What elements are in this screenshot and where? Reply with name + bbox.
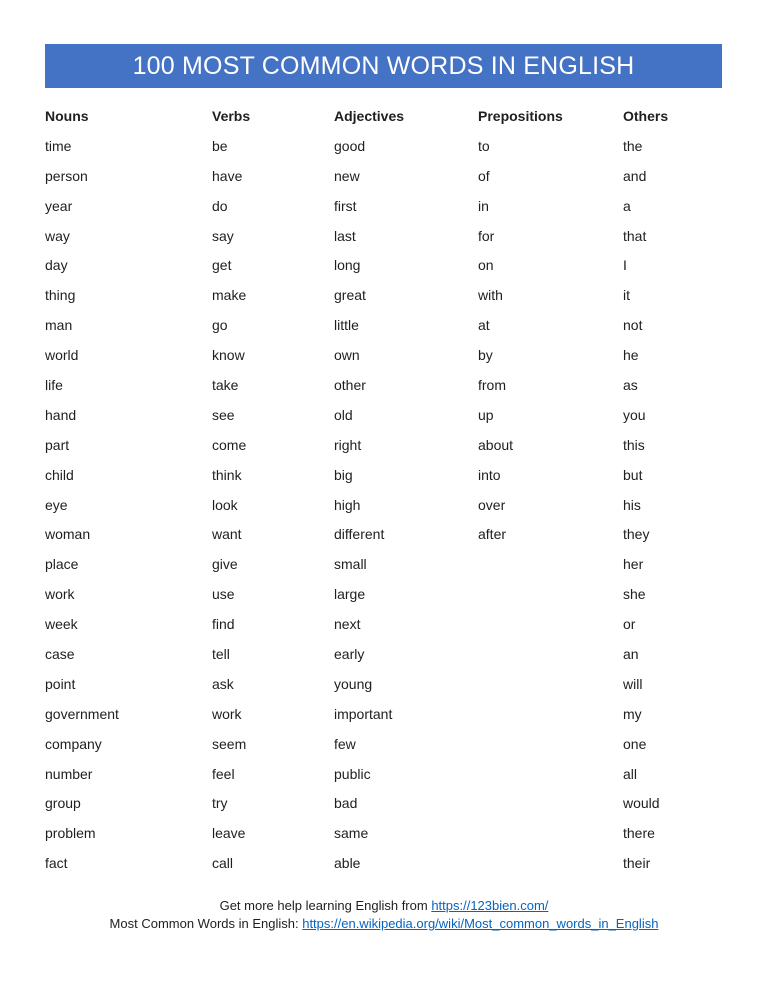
verb-cell: get <box>212 257 232 274</box>
noun-cell: thing <box>45 287 76 304</box>
other-cell: the <box>623 137 643 154</box>
other-cell: as <box>623 376 638 393</box>
column-header-adjectives: Adjectives <box>334 107 405 124</box>
adjective-cell: last <box>334 227 356 244</box>
table-row <box>45 848 722 878</box>
noun-cell: time <box>45 137 72 154</box>
noun-cell: day <box>45 257 68 274</box>
adjective-cell: young <box>334 675 373 692</box>
other-cell: all <box>623 765 638 782</box>
other-cell: an <box>623 645 639 662</box>
adjective-cell: old <box>334 406 353 423</box>
preposition-cell: into <box>478 466 501 483</box>
verb-cell: go <box>212 317 228 334</box>
noun-cell: case <box>45 645 75 662</box>
noun-cell: fact <box>45 855 68 872</box>
preposition-cell: after <box>478 526 507 543</box>
other-cell: would <box>623 795 660 812</box>
noun-cell: life <box>45 376 63 393</box>
table-row <box>45 579 722 609</box>
verb-cell: say <box>212 227 234 244</box>
verb-cell: look <box>212 496 238 513</box>
verb-cell: call <box>212 855 234 872</box>
table-row <box>45 430 722 460</box>
preposition-cell: of <box>478 167 490 184</box>
column-header-nouns: Nouns <box>45 107 89 124</box>
verb-cell: want <box>212 526 242 543</box>
preposition-cell <box>478 549 623 579</box>
noun-cell: part <box>45 436 70 453</box>
preposition-cell: at <box>478 317 490 334</box>
noun-cell: year <box>45 197 73 214</box>
preposition-cell: from <box>478 376 506 393</box>
table-row <box>45 729 722 759</box>
preposition-cell <box>478 669 623 699</box>
adjective-cell: able <box>334 855 361 872</box>
other-cell: she <box>623 586 646 603</box>
footer-123bien-link[interactable]: https://123bien.com/ <box>431 898 549 913</box>
verb-cell: give <box>212 556 238 573</box>
preposition-cell: on <box>478 257 494 274</box>
table-row <box>45 639 722 669</box>
noun-cell: woman <box>45 526 91 543</box>
table-row <box>45 250 722 280</box>
adjective-cell: little <box>334 317 359 334</box>
adjective-cell: big <box>334 466 353 483</box>
verb-cell: think <box>212 466 242 483</box>
table-row <box>45 699 722 729</box>
verb-cell: work <box>212 705 242 722</box>
table-body <box>45 131 722 878</box>
table-row <box>45 280 722 310</box>
other-cell: that <box>623 227 647 244</box>
noun-cell: week <box>45 616 78 633</box>
footer-wikipedia-link[interactable]: https://en.wikipedia.org/wiki/Most_common_words_in_English <box>302 916 659 931</box>
noun-cell: point <box>45 675 76 692</box>
other-cell: a <box>623 197 631 214</box>
other-cell: my <box>623 705 642 722</box>
noun-cell: problem <box>45 825 96 842</box>
noun-cell: way <box>45 227 70 244</box>
preposition-cell: over <box>478 496 506 513</box>
noun-cell: child <box>45 466 74 483</box>
adjective-cell: large <box>334 586 366 603</box>
table-row <box>45 400 722 430</box>
other-cell: his <box>623 496 641 513</box>
table-row <box>45 788 722 818</box>
other-cell: one <box>623 735 647 752</box>
noun-cell: eye <box>45 496 68 513</box>
table-row <box>45 221 722 251</box>
preposition-cell: by <box>478 347 493 364</box>
preposition-cell <box>478 639 623 669</box>
verb-cell: ask <box>212 675 234 692</box>
other-cell: or <box>623 616 636 633</box>
verb-cell: be <box>212 137 228 154</box>
other-cell: he <box>623 347 639 364</box>
preposition-cell <box>478 818 623 848</box>
page-title: 100 MOST COMMON WORDS IN ENGLISH <box>45 44 722 88</box>
preposition-cell <box>478 848 623 878</box>
verb-cell: tell <box>212 645 230 662</box>
footer-help-text: Get more help learning English from <box>219 898 432 913</box>
column-header-others: Others <box>623 107 669 124</box>
table-row <box>45 609 722 639</box>
other-cell: her <box>623 556 644 573</box>
adjective-cell: different <box>334 526 385 543</box>
preposition-cell: up <box>478 406 494 423</box>
table-row <box>45 161 722 191</box>
adjective-cell: same <box>334 825 369 842</box>
preposition-cell: in <box>478 197 489 214</box>
adjective-cell: other <box>334 376 366 393</box>
other-cell: and <box>623 167 647 184</box>
other-cell: it <box>623 287 630 304</box>
noun-cell: number <box>45 765 93 782</box>
other-cell: not <box>623 317 643 334</box>
preposition-cell: about <box>478 436 514 453</box>
other-cell: they <box>623 526 650 543</box>
verb-cell: come <box>212 436 247 453</box>
preposition-cell <box>478 759 623 789</box>
table-row <box>45 191 722 221</box>
table-row <box>45 370 722 400</box>
adjective-cell: right <box>334 436 362 453</box>
adjective-cell: good <box>334 137 366 154</box>
noun-cell: group <box>45 795 81 812</box>
adjective-cell: high <box>334 496 361 513</box>
adjective-cell: bad <box>334 795 358 812</box>
word-table <box>45 101 722 878</box>
noun-cell: person <box>45 167 88 184</box>
verb-cell: use <box>212 586 235 603</box>
verb-cell: know <box>212 347 245 364</box>
adjective-cell: new <box>334 167 360 184</box>
preposition-cell <box>478 729 623 759</box>
verb-cell: seem <box>212 735 247 752</box>
noun-cell: government <box>45 705 119 722</box>
verb-cell: try <box>212 795 228 812</box>
verb-cell: see <box>212 406 235 423</box>
table-row <box>45 519 722 549</box>
verb-cell: take <box>212 376 239 393</box>
adjective-cell: first <box>334 197 357 214</box>
other-cell: there <box>623 825 655 842</box>
table-row <box>45 669 722 699</box>
adjective-cell: next <box>334 616 361 633</box>
table-row <box>45 310 722 340</box>
preposition-cell <box>478 579 623 609</box>
preposition-cell <box>478 699 623 729</box>
noun-cell: place <box>45 556 79 573</box>
adjective-cell: own <box>334 347 360 364</box>
table-row <box>45 340 722 370</box>
adjective-cell: long <box>334 257 361 274</box>
footer-line-2 <box>0 916 768 931</box>
verb-cell: make <box>212 287 247 304</box>
preposition-cell <box>478 609 623 639</box>
verb-cell: find <box>212 616 235 633</box>
other-cell: will <box>623 675 643 692</box>
noun-cell: company <box>45 735 102 752</box>
other-cell: you <box>623 406 646 423</box>
preposition-cell: to <box>478 137 490 154</box>
footer-wiki-text: Most Common Words in English: <box>109 916 303 931</box>
other-cell: this <box>623 436 645 453</box>
table-row <box>45 490 722 520</box>
verb-cell: have <box>212 167 243 184</box>
noun-cell: world <box>45 347 79 364</box>
other-cell: but <box>623 466 643 483</box>
noun-cell: man <box>45 317 73 334</box>
adjective-cell: great <box>334 287 366 304</box>
adjective-cell: important <box>334 705 393 722</box>
verb-cell: feel <box>212 765 235 782</box>
verb-cell: leave <box>212 825 246 842</box>
column-header-prepositions: Prepositions <box>478 107 563 124</box>
adjective-cell: small <box>334 556 367 573</box>
noun-cell: hand <box>45 406 77 423</box>
column-header-verbs: Verbs <box>212 107 251 124</box>
verb-cell: do <box>212 197 228 214</box>
preposition-cell <box>478 788 623 818</box>
other-cell: I <box>623 257 627 274</box>
noun-cell: work <box>45 586 75 603</box>
adjective-cell: early <box>334 645 365 662</box>
other-cell: their <box>623 855 651 872</box>
table-header-row <box>45 101 722 131</box>
adjective-cell: few <box>334 735 356 752</box>
table-row <box>45 818 722 848</box>
table-row <box>45 460 722 490</box>
table-row <box>45 131 722 161</box>
table-row <box>45 549 722 579</box>
table-row <box>45 759 722 789</box>
adjective-cell: public <box>334 765 371 782</box>
preposition-cell: with <box>478 287 503 304</box>
preposition-cell: for <box>478 227 495 244</box>
footer-line-1 <box>0 898 768 913</box>
